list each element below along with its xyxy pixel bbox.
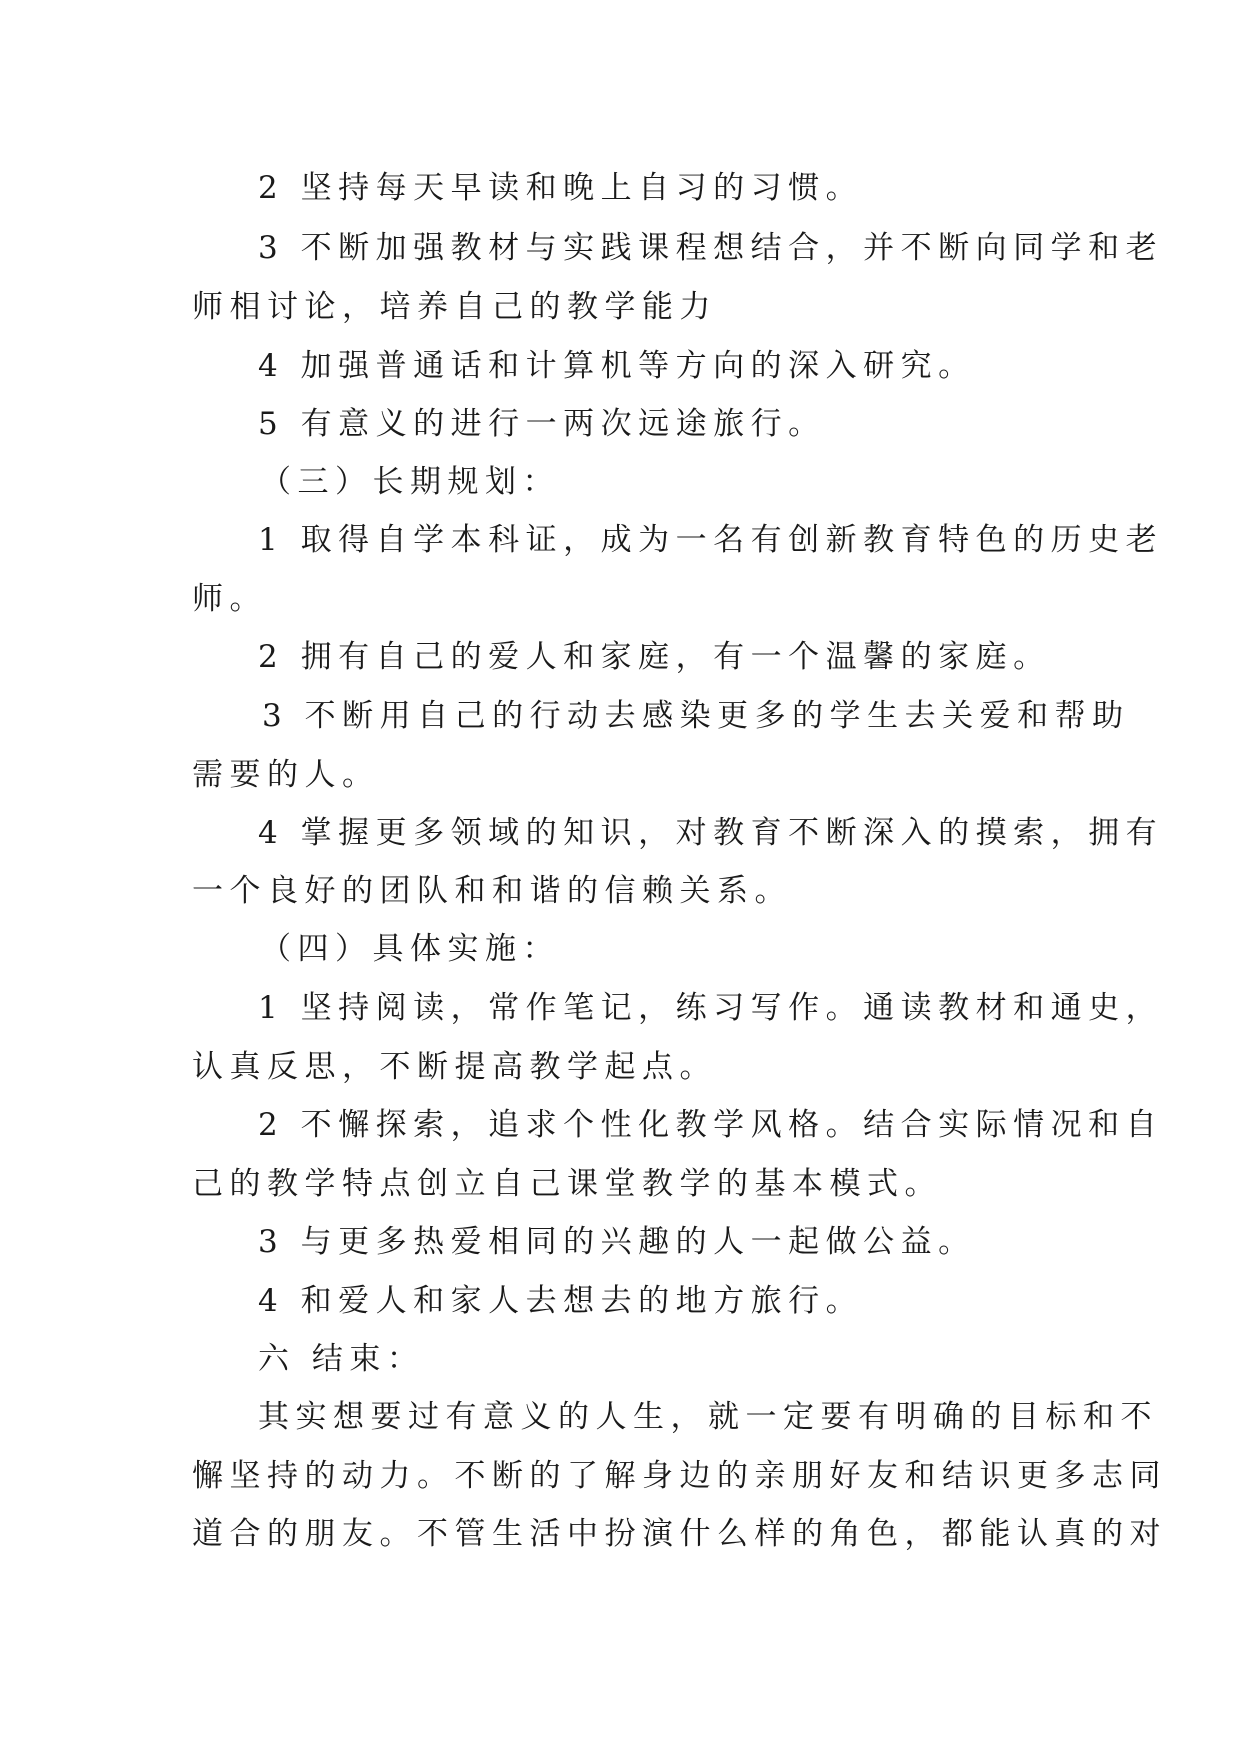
text-line: 4 掌握更多领域的知识，对教育不断深入的摸索，拥有 <box>258 815 1164 851</box>
text-line: 2 拥有自己的爱人和家庭，有一个温馨的家庭。 <box>258 639 1051 675</box>
text-line: 2 坚持每天早读和晚上自习的习惯。 <box>258 170 864 206</box>
text-line: 认真反思，不断提高教学起点。 <box>192 1049 717 1085</box>
text-line: 1 取得自学本科证，成为一名有创新教育特色的历史老 <box>258 522 1164 558</box>
text-line: 需要的人。 <box>192 757 380 793</box>
section-heading: （三）长期规划： <box>260 464 560 500</box>
text-line: 一个良好的团队和和谐的信赖关系。 <box>192 873 792 909</box>
text-line: 1 坚持阅读，常作笔记，练习写作。通读教材和通史， <box>258 990 1164 1026</box>
text-line: 4 和爱人和家人去想去的地方旅行。 <box>258 1283 864 1319</box>
text-line: 5 有意义的进行一两次远途旅行。 <box>258 406 826 442</box>
text-line: 3 与更多热爱相同的兴趣的人一起做公益。 <box>258 1224 976 1260</box>
text-line: 2 不懈探索，追求个性化教学风格。结合实际情况和自 <box>258 1107 1164 1143</box>
text-line: 3 不断加强教材与实践课程想结合，并不断向同学和老 <box>258 230 1164 266</box>
section-heading: 六 结束： <box>258 1341 425 1377</box>
text-line: 师。 <box>192 581 267 617</box>
text-line: 道合的朋友。不管生活中扮演什么样的角色，都能认真的对 <box>192 1516 1167 1552</box>
text-line: 师相讨论，培养自己的教学能力 <box>192 289 717 325</box>
section-heading: （四）具体实施： <box>260 931 560 967</box>
text-line: 4 加强普通话和计算机等方向的深入研究。 <box>258 348 976 384</box>
text-line: 3 不断用自己的行动去感染更多的学生去关爱和帮助 <box>262 698 1130 734</box>
text-line: 己的教学特点创立自己课堂教学的基本模式。 <box>192 1166 942 1202</box>
text-line: 其实想要过有意义的人生，就一定要有明确的目标和不 <box>258 1399 1158 1435</box>
text-line: 懈坚持的动力。不断的了解身边的亲朋好友和结识更多志同 <box>192 1458 1167 1494</box>
